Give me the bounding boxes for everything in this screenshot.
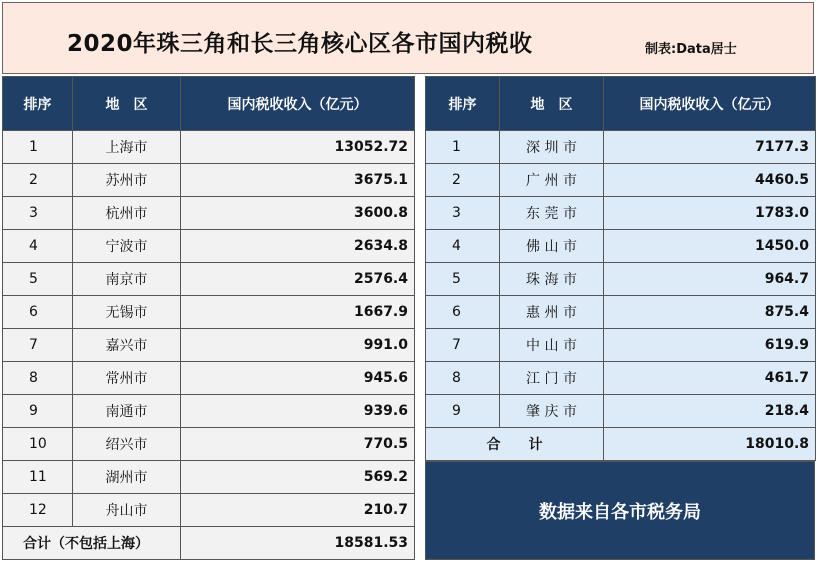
rank-cell: 1 <box>426 131 500 164</box>
rank-cell: 2 <box>3 164 73 197</box>
source-note: 数据来自各市税务局 <box>425 461 815 560</box>
column-header-rank: 排序 <box>3 77 73 131</box>
value-cell: 569.2 <box>181 461 415 494</box>
table-header-row <box>3 77 415 131</box>
rank-cell: 1 <box>3 131 73 164</box>
city-cell: 珠 海 市 <box>500 263 604 296</box>
value-cell: 1450.0 <box>604 230 816 263</box>
rank-cell: 9 <box>426 395 500 428</box>
table-header-row <box>426 77 816 131</box>
column-header-region: 地 区 <box>73 77 181 131</box>
value-cell: 3675.1 <box>181 164 415 197</box>
city-cell: 苏州市 <box>73 164 181 197</box>
table-row <box>426 362 816 395</box>
rank-cell: 8 <box>426 362 500 395</box>
table-row <box>3 131 415 164</box>
table-row <box>3 461 415 494</box>
city-cell: 常州市 <box>73 362 181 395</box>
table-row <box>3 329 415 362</box>
page-title: 2020年珠三角和长三角核心区各市国内税收 <box>67 31 533 57</box>
yangtze-delta-table <box>2 76 415 560</box>
rank-cell: 2 <box>426 164 500 197</box>
city-cell: 肇 庆 市 <box>500 395 604 428</box>
table-row <box>3 197 415 230</box>
rank-cell: 4 <box>426 230 500 263</box>
credit-label: 制表:Data居士 <box>645 42 737 57</box>
value-cell: 210.7 <box>181 494 415 527</box>
city-cell: 上海市 <box>73 131 181 164</box>
table-row <box>426 197 816 230</box>
value-cell: 939.6 <box>181 395 415 428</box>
table-row <box>3 230 415 263</box>
city-cell: 嘉兴市 <box>73 329 181 362</box>
value-cell: 770.5 <box>181 428 415 461</box>
table-row <box>3 362 415 395</box>
total-label: 合计（不包括上海） <box>3 527 181 560</box>
total-label: 合 计 <box>426 428 604 461</box>
column-header-rank: 排序 <box>426 77 500 131</box>
table-row <box>426 296 816 329</box>
total-row <box>3 527 415 560</box>
city-cell: 深 圳 市 <box>500 131 604 164</box>
table-row <box>426 263 816 296</box>
rank-cell: 10 <box>3 428 73 461</box>
column-header-region: 地 区 <box>500 77 604 131</box>
rank-cell: 6 <box>3 296 73 329</box>
rank-cell: 5 <box>3 263 73 296</box>
rank-cell: 4 <box>3 230 73 263</box>
rank-cell: 7 <box>426 329 500 362</box>
rank-cell: 8 <box>3 362 73 395</box>
city-cell: 广 州 市 <box>500 164 604 197</box>
table-row <box>426 230 816 263</box>
rank-cell: 7 <box>3 329 73 362</box>
table-row <box>3 494 415 527</box>
table-row <box>3 428 415 461</box>
title-bar <box>2 2 814 74</box>
total-value: 18581.53 <box>181 527 415 560</box>
rank-cell: 5 <box>426 263 500 296</box>
city-cell: 东 莞 市 <box>500 197 604 230</box>
value-cell: 7177.3 <box>604 131 816 164</box>
total-row <box>426 428 816 461</box>
city-cell: 南通市 <box>73 395 181 428</box>
value-cell: 945.6 <box>181 362 415 395</box>
city-cell: 江 门 市 <box>500 362 604 395</box>
value-cell: 1667.9 <box>181 296 415 329</box>
city-cell: 南京市 <box>73 263 181 296</box>
table-row <box>3 164 415 197</box>
city-cell: 舟山市 <box>73 494 181 527</box>
table-row <box>426 329 816 362</box>
table-row <box>3 296 415 329</box>
value-cell: 619.9 <box>604 329 816 362</box>
rank-cell: 9 <box>3 395 73 428</box>
city-cell: 杭州市 <box>73 197 181 230</box>
table-row <box>426 131 816 164</box>
city-cell: 无锡市 <box>73 296 181 329</box>
column-header-revenue: 国内税收收入（亿元） <box>604 77 816 131</box>
rank-cell: 11 <box>3 461 73 494</box>
value-cell: 4460.5 <box>604 164 816 197</box>
city-cell: 宁波市 <box>73 230 181 263</box>
table-row <box>3 263 415 296</box>
total-value: 18010.8 <box>604 428 816 461</box>
value-cell: 875.4 <box>604 296 816 329</box>
value-cell: 13052.72 <box>181 131 415 164</box>
city-cell: 湖州市 <box>73 461 181 494</box>
rank-cell: 12 <box>3 494 73 527</box>
value-cell: 3600.8 <box>181 197 415 230</box>
rank-cell: 3 <box>426 197 500 230</box>
table-row <box>426 395 816 428</box>
value-cell: 991.0 <box>181 329 415 362</box>
value-cell: 218.4 <box>604 395 816 428</box>
city-cell: 佛 山 市 <box>500 230 604 263</box>
value-cell: 461.7 <box>604 362 816 395</box>
city-cell: 中 山 市 <box>500 329 604 362</box>
pearl-delta-table <box>425 76 816 461</box>
table-row <box>426 164 816 197</box>
value-cell: 2634.8 <box>181 230 415 263</box>
column-header-revenue: 国内税收收入（亿元） <box>181 77 415 131</box>
rank-cell: 6 <box>426 296 500 329</box>
value-cell: 2576.4 <box>181 263 415 296</box>
city-cell: 惠 州 市 <box>500 296 604 329</box>
city-cell: 绍兴市 <box>73 428 181 461</box>
rank-cell: 3 <box>3 197 73 230</box>
value-cell: 1783.0 <box>604 197 816 230</box>
value-cell: 964.7 <box>604 263 816 296</box>
table-row <box>3 395 415 428</box>
